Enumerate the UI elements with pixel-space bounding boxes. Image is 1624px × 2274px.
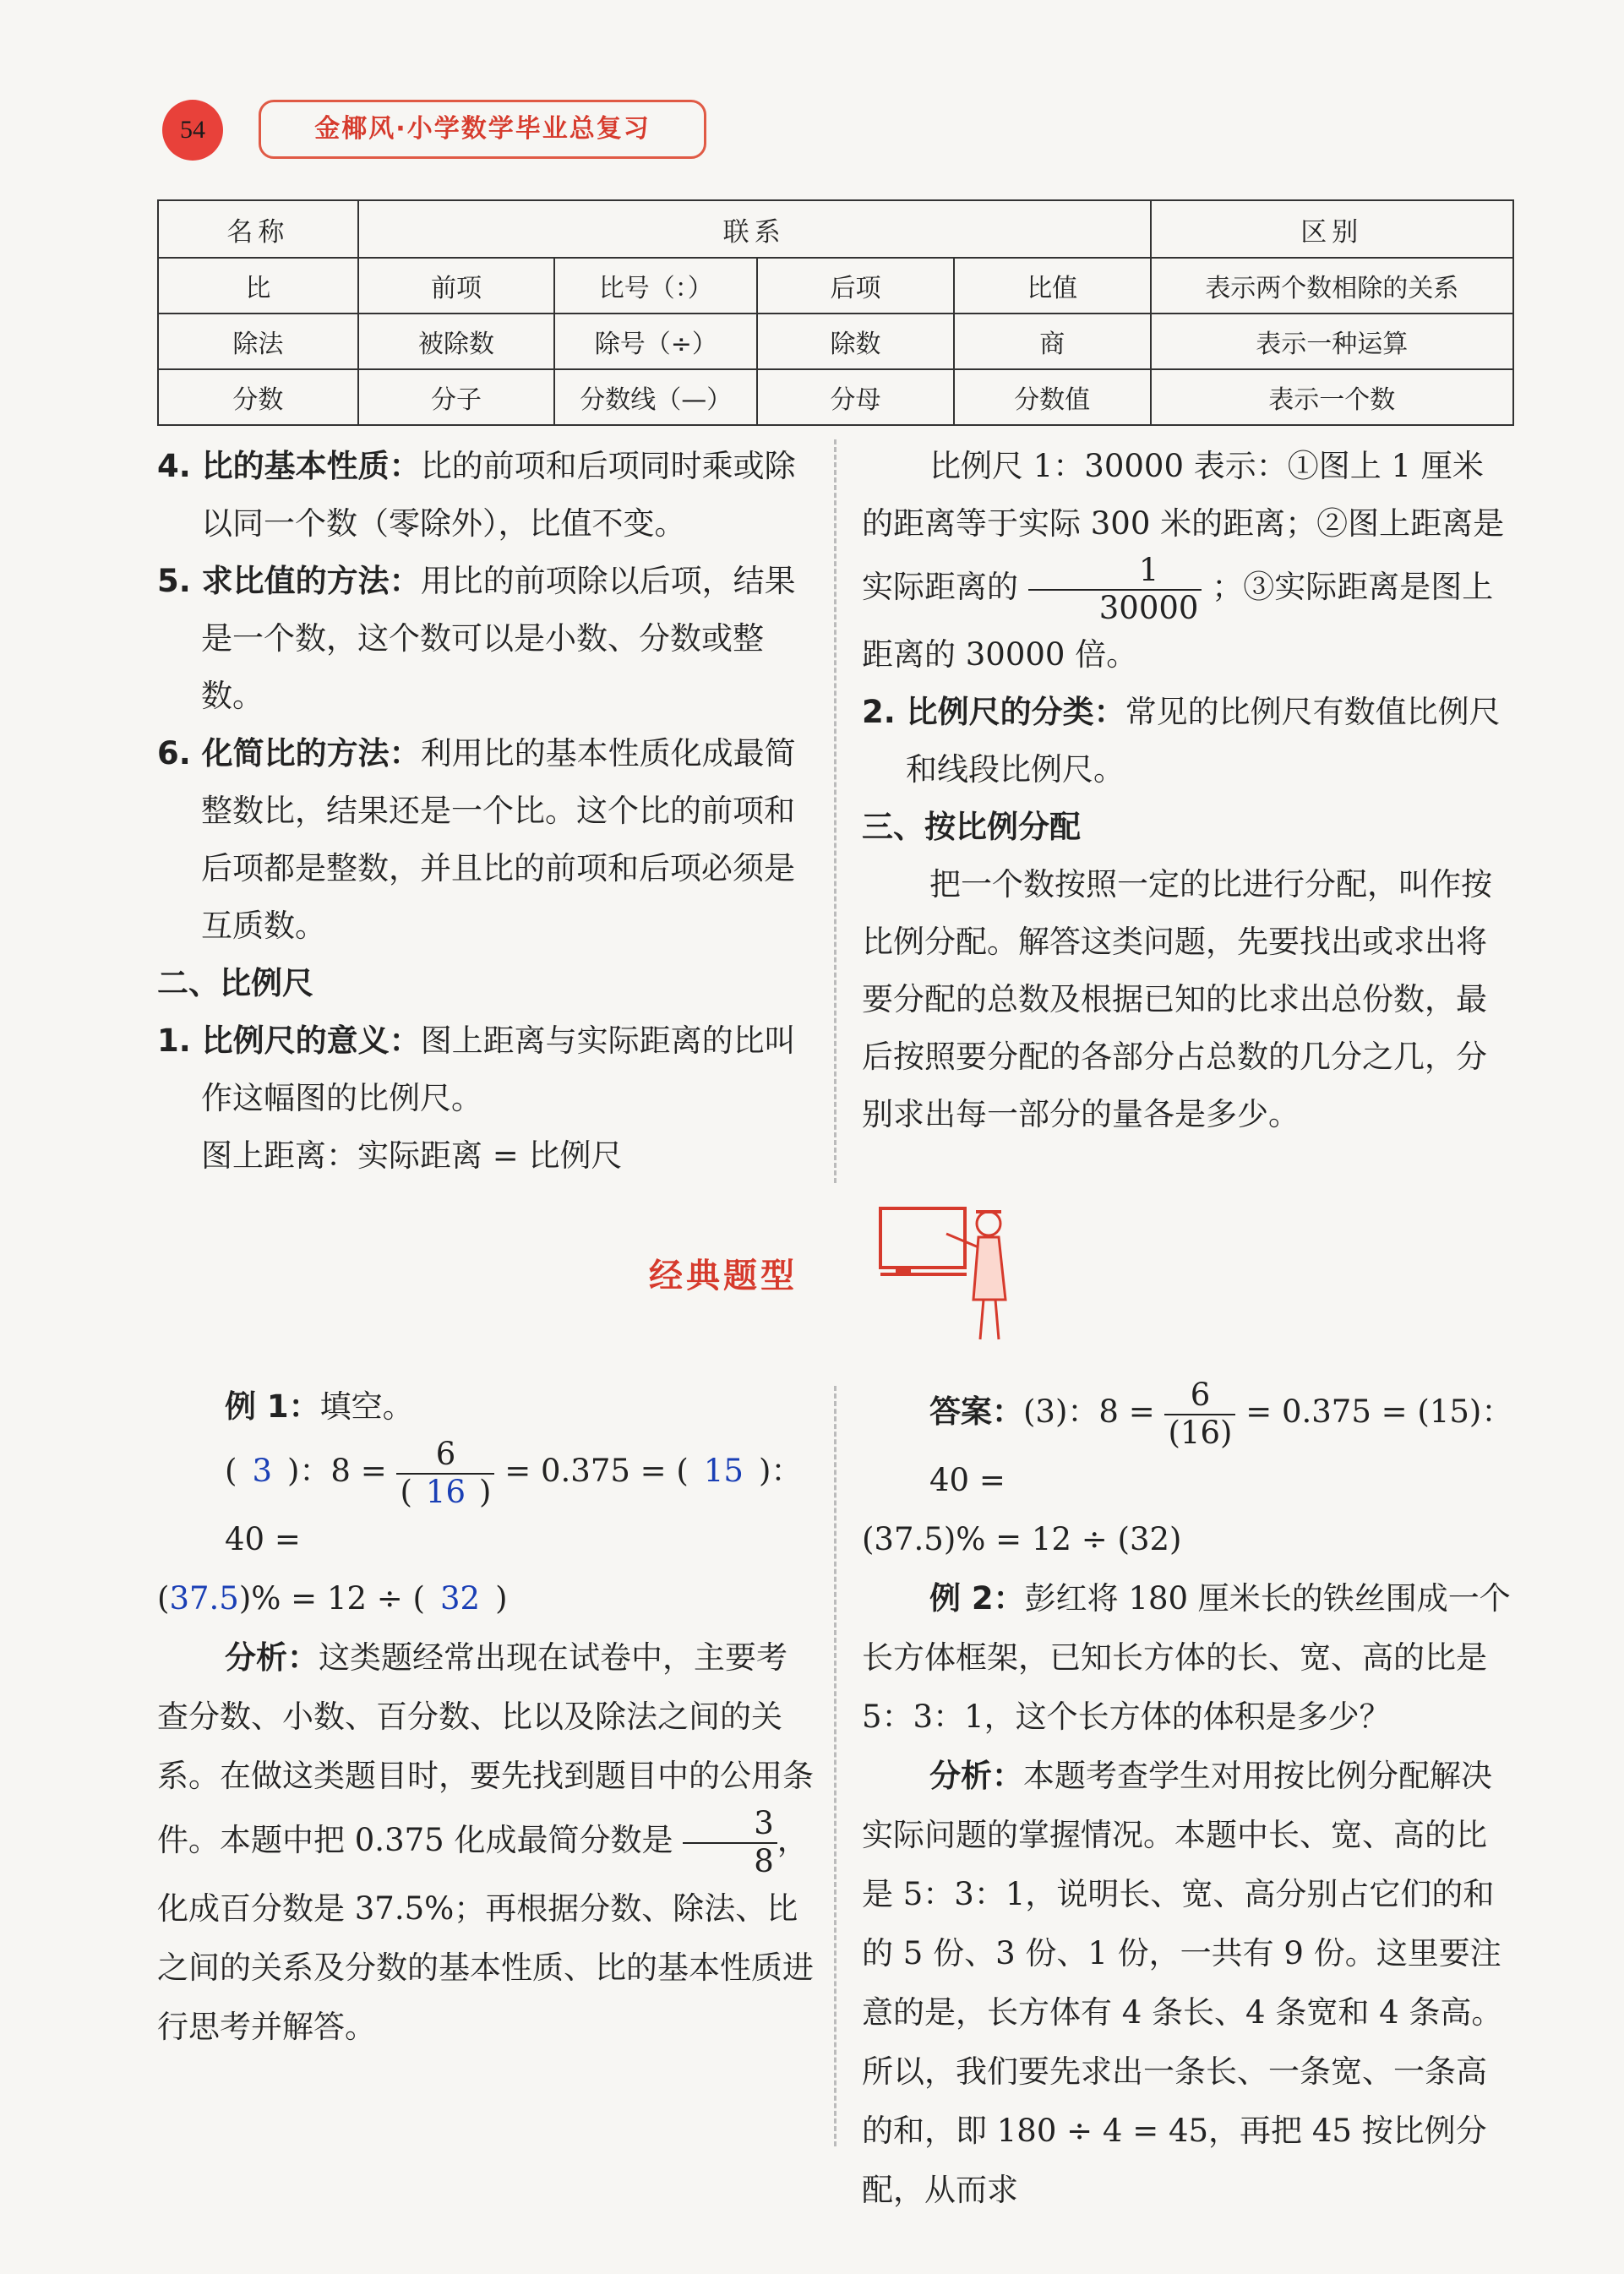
scale-types-text: 常见的比例尺有数值比例尺和线段比例尺。 [906,694,1501,788]
classic-questions-banner: 经典题型 [649,1257,798,1295]
answer-label: 答案： [929,1393,1023,1431]
column-divider [834,1386,837,2146]
table-row [158,314,1513,369]
example-2 [862,1569,1514,1747]
right-column-lower [862,1377,1514,2220]
equation-part: % = 12 ÷ [251,1580,403,1617]
scale-meaning-text: 图上距离与实际距离的比叫作这幅图的比例尺。 [201,1022,796,1116]
allocation-text: 把一个数按照一定的比进行分配，叫作按比例分配。解答这类问题，先要找出或求出将要分配的总数及根据已知的比求出总份数，最后按照要分配的各部分占总数的几分之几，分别求出每一部分的量各是多少。 [862,866,1492,1133]
example-1-equation-line-2: (37.5)% = 12 ÷ ( 32 ) [157,1580,508,1617]
example-1-equation: ( 3 )：8 = $\frac{6}{( 16 )}$ = 0.375 = ( 15 )：40 = [225,1436,803,1558]
table-cell: 表示一种运算 [1151,314,1513,369]
fraction-numerator: 3 [754,1805,774,1842]
table-cell: 除数 [757,314,954,369]
answer-blank-3: 15 [703,1453,744,1490]
fraction-denominator: 8 [683,1842,777,1880]
equation-part: ：40 = [225,1453,803,1558]
table-cell: 除号（÷） [554,314,757,369]
analysis-label: 分析： [225,1639,319,1677]
table-cell: 表示两个数相除的关系 [1151,258,1513,314]
rule-6-text: 利用比的基本性质化成最简整数比，结果还是一个比。这个比的前项和后项都是整数，并且比的前项和后项必须是互质数。 [201,735,796,944]
table-cell: 后项 [757,258,954,314]
fraction-numerator: 6 [1190,1377,1211,1413]
example-1-heading [157,1377,816,1437]
fraction-numerator: 6 [435,1436,456,1472]
scale-types [862,684,1514,799]
example-2-label: 例 2： [929,1580,1025,1617]
table-cell: 比值 [954,258,1151,314]
teacher-illustration-icon [879,1200,1014,1352]
right-column-upper [862,438,1514,1143]
page-number: 54 [162,100,223,161]
rule-4-label: 4. 比的基本性质： [157,448,421,484]
answer-part-a: (3)：8 = [1023,1393,1155,1431]
table-header-difference: 区别 [1151,200,1513,258]
left-column-lower [157,1377,816,2057]
fraction-denominator: (16) [1164,1414,1235,1452]
table-cell: 前项 [358,258,555,314]
table-cell: 被除数 [358,314,555,369]
scale-meaning [157,1012,816,1127]
table-cell: 除法 [158,314,358,369]
analysis-text: 本题考查学生对用按比例分配解决实际问题的掌握情况。本题中长、宽、高的比是 5：3：1，说明长、宽、高分别占它们的和的 5 份、3 份、1 份，一共有 9 份。这里要注意的是，长方体有 4 条长、4 条宽和 4 条高。所以，我们要先求出一条长、一条宽、一条高的和，即 180 ÷ 4 = 45，再把 45 按比例分配，从而求 [862,1758,1503,2209]
answer-blank-1: 3 [252,1453,272,1490]
book-title: 金椰风·小学数学毕业总复习 [259,100,706,159]
table-cell: 分子 [358,369,555,425]
table-cell: 比 [158,258,358,314]
rule-5-text: 用比的前项除以后项，结果是一个数，这个数可以是小数、分数或整数。 [201,563,796,714]
answer-1 [862,1377,1514,1510]
example-1-analysis [157,1628,816,2057]
scale-example-text-b: ；③实际距离是图上距离的 30000 倍。 [862,569,1494,673]
answer-blank-4: 37.5 [169,1580,239,1617]
table-cell: 商 [954,314,1151,369]
example-2-analysis [862,1747,1514,2220]
rule-5 [157,553,816,725]
left-column-upper [157,438,816,1185]
fraction-denominator: ( 16 ) [396,1473,494,1511]
analysis-text-a: 这类题经常出现在试卷中，主要考查分数、小数、百分数、比以及除法之间的关系。在做这类题目时，要先找到题目中的公用条件。本题中把 0.375 化成最简分数是 [157,1639,814,1859]
fraction-numerator: 1 [1138,552,1159,588]
example-1-task: 填空。 [319,1388,414,1425]
example-1-fraction [396,1437,494,1510]
scale-formula: 图上距离：实际距离 = 比例尺 [201,1137,623,1174]
example-1-label: 例 1： [225,1388,320,1425]
scale-example-text-a: 比例尺 1：30000 表示：①图上 1 厘米的距离等于实际 300 米的距离；②图上距离是实际距离的 [862,448,1505,606]
ratio-division-fraction-table [157,199,1514,426]
fraction-denominator: 30000 [1028,589,1202,627]
answer-line-2: (37.5)% = 12 ÷ (32) [862,1521,1182,1558]
section-heading-allocation: 三、按比例分配 [862,809,1081,846]
rule-4-text: 比的前项和后项同时乘或除以同一个数（零除外），比值不变。 [201,448,796,542]
rule-4 [157,438,816,553]
scale-example [862,438,1514,684]
rule-6 [157,725,816,955]
scale-meaning-label: 1. 比例尺的意义： [157,1022,421,1059]
table-cell: 表示一个数 [1151,369,1513,425]
table-cell: 比号（：） [554,258,757,314]
rule-6-label: 6. 化简比的方法： [157,735,421,772]
table-cell: 分母 [757,369,954,425]
table-cell: 分数线（—） [554,369,757,425]
table-row [158,258,1513,314]
example-2-text: 彭红将 180 厘米长的铁丝围成一个长方体框架，已知长方体的长、宽、高的比是 5：3：1，这个长方体的体积是多少？ [862,1580,1511,1736]
rule-5-label: 5. 求比值的方法： [157,563,421,599]
table-header-relation: 联系 [358,200,1151,258]
equation-part: = 0.375 = [504,1453,667,1490]
table-cell: 分数 [158,369,358,425]
answer-fraction [1164,1377,1235,1451]
answer-blank-2: 16 [425,1473,466,1510]
answer-part-b: = 0.375 = (15)：40 = [929,1393,1513,1499]
analysis-text-b: ，化成百分数是 37.5%；再根据分数、除法、比之间的关系及分数的基本性质、比的基本性质进行思考并解答。 [157,1822,814,2046]
table-cell: 分数值 [954,369,1151,425]
answer-blank-5: 32 [440,1580,481,1617]
analysis-label: 分析： [929,1758,1023,1795]
scale-types-label: 2. 比例尺的分类： [862,694,1125,731]
analysis-fraction [683,1806,777,1879]
table-header-name: 名称 [158,200,358,258]
scale-fraction [1028,553,1202,626]
column-divider [834,439,837,1183]
section-heading-scale: 二、比例尺 [157,965,313,1001]
table-row [158,369,1513,425]
